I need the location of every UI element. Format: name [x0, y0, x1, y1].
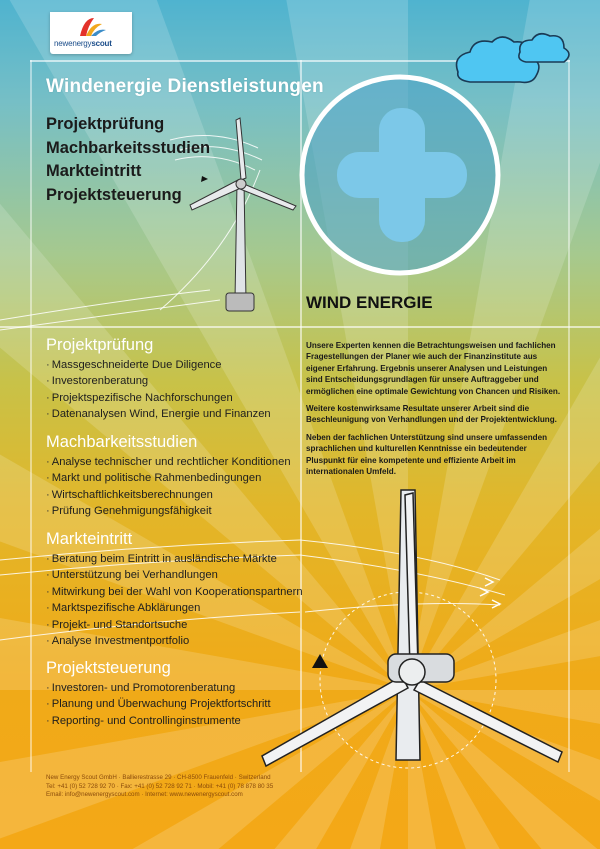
list-item: · Prüfung Genehmigungsfähigkeit: [46, 505, 212, 518]
list-item: · Investoren- und Promotorenberatung: [46, 682, 236, 694]
section-markteintritt: [46, 529, 303, 649]
list-item: · Planung und Überwachung Projektfortschritt: [46, 698, 271, 711]
footer-phone: Tel: +41 (0) 52 728 92 70 · Fax: +41 (0) 52 728 92 71 · Mobil: +41 (0) 78 878 80 35: [46, 782, 274, 790]
logo-wordmark: newenergyscout: [54, 39, 112, 48]
section-heading: Markteintritt: [46, 530, 133, 548]
section-heading: Projektprüfung: [46, 336, 154, 354]
wind-turbine-large-icon: [262, 490, 562, 768]
description-paragraph: Weitere kostenwirksame Resultate unserer Arbeit sind die Beschleunigung von Verhandlungen und der Projektentwicklung.: [306, 404, 557, 425]
list-item: · Mitwirkung bei der Wahl von Kooperationspartnern: [46, 585, 303, 598]
page-title: Windenergie Dienstleistungen: [46, 76, 324, 97]
logo-leaf-icon: [50, 12, 132, 40]
description-paragraph: Unsere Experten kennen die Betrachtungsweisen und fachlichen Fragestellungen der Planer wie auch der Finanzinstitute aus eigener Erfahrung. Ergebnis unserer Analysen und Leistungen sind Entscheidungsgrundlagen für unsere Auftraggeber und ermöglichen eine optimale Gewichtung von Chancen und Risiken.: [306, 341, 561, 396]
section-heading: Projektsteuerung: [46, 659, 171, 677]
list-item: · Reporting- und Controllinginstrumente: [46, 714, 241, 727]
top-services-list: [46, 113, 210, 207]
list-item: · Projektspezifische Nachforschungen: [46, 391, 233, 404]
section-projektsteuerung: [46, 658, 271, 729]
list-item: · Wirtschaftlichkeitsberechnungen: [46, 488, 213, 501]
company-logo: [50, 12, 132, 54]
list-item: · Projekt- und Standortsuche: [46, 618, 188, 631]
section-projektpruefung: [46, 335, 271, 423]
list-item: · Massgeschneiderte Due Diligence: [46, 359, 222, 371]
cloud-icon: [457, 34, 570, 83]
footer-email[interactable]: Email: info@newenergyscout.com · Internet: www.newenergyscout.com: [46, 791, 243, 798]
wind-energie-description: [306, 340, 562, 483]
list-item: · Analyse Investmentportfolio: [46, 635, 190, 648]
wind-energie-heading: WIND ENERGIE: [306, 293, 433, 312]
footer-address: New Energy Scout GmbH · Ballierestrasse 29 · CH-8500 Frauenfeld · Switzerland: [46, 774, 271, 781]
list-item: · Investorenberatung: [46, 375, 149, 388]
top-service-item: Projektsteuerung: [46, 185, 182, 204]
plus-circle-icon: [302, 77, 498, 273]
list-item: · Marktspezifische Abklärungen: [46, 602, 201, 615]
list-item: · Datenanalysen Wind, Energie und Finanzen: [46, 408, 271, 421]
list-item: · Beratung beim Eintritt in ausländische Märkte: [46, 553, 277, 565]
section-heading: Machbarkeitsstudien: [46, 433, 198, 451]
description-paragraph: Neben der fachlichen Unterstützung sind unsere umfassenden sprachlichen und kulturellen Kenntnisse ein bedeutender Pluspunkt für eine kompetente und effiziente Arbeit im internationalen Umfeld.: [306, 432, 548, 477]
list-item: · Analyse technischer und rechtlicher Konditionen: [46, 456, 291, 468]
top-service-item: Projektprüfung: [46, 115, 165, 133]
top-service-item: Markteintritt: [46, 162, 142, 180]
section-machbarkeitsstudien: [46, 432, 291, 520]
contact-footer: [46, 774, 273, 800]
top-service-item: Machbarkeitsstudien: [46, 138, 211, 157]
list-item: · Markt und politische Rahmenbedingungen: [46, 472, 262, 485]
list-item: · Unterstützung bei Verhandlungen: [46, 569, 218, 582]
